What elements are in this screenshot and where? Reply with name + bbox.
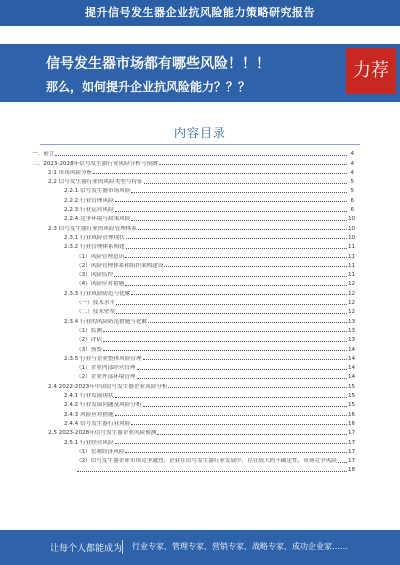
toc-entry-page: 11 (348, 262, 356, 269)
toc-entry-page: 11 (348, 244, 356, 251)
toc-entry-label: （2）评估 (76, 337, 102, 344)
recommend-badge: 力荐 (346, 48, 396, 94)
toc-entry-label: 2.3 信号发生器行业的风险管理体系 (48, 225, 137, 232)
toc-entry-page: 6 (350, 197, 354, 204)
toc-entry[interactable] (32, 380, 354, 389)
toc-leader-dots (144, 183, 347, 184)
toc-entry-page: 12 (348, 309, 356, 316)
toc-leader-dots (159, 164, 347, 165)
toc-leader-dots (103, 331, 347, 332)
toc-entry[interactable] (32, 194, 354, 203)
toc-leader-dots (137, 378, 348, 379)
toc-leader-dots (125, 257, 347, 258)
toc-entry-page: 4 (350, 169, 354, 176)
toc-entry[interactable] (32, 362, 354, 371)
toc-entry[interactable] (32, 222, 354, 231)
report-title: 提升信号发生器企业抗风险能力策略研究报告 (85, 6, 315, 19)
toc-entry-page: 10 (348, 234, 356, 241)
toc-leader-dots (131, 424, 347, 425)
toc-entry-label: 2.4 2022-2023年中国信号发生器企业风险分析 (48, 383, 168, 390)
toc-entry[interactable] (32, 157, 354, 166)
toc-entry-page: 16 (348, 411, 356, 418)
toc-entry-page: 16 (348, 420, 356, 427)
toc-entry-label: 2.2.2 行业管理风险 (64, 197, 114, 204)
toc-entry-page: 11 (348, 253, 356, 260)
toc-entry[interactable] (32, 418, 354, 427)
toc-entry-label: （4）风险应对措施 (76, 281, 125, 288)
toc-leader-dots (116, 313, 347, 314)
toc-entry-label: （1）宏观经济风险 (76, 448, 125, 455)
toc-entry-label: 2.3.3 行业风险防范与化解 (64, 290, 131, 297)
toc-entry-label: 2.5.1 行业经营风险 (64, 439, 114, 446)
toc-entry-label: （3）风险监控 (76, 272, 114, 279)
toc-leader-dots (115, 201, 347, 202)
toc-entry-label: 2.2.1 信号发生器市场风险 (64, 188, 131, 195)
footer-bar (0, 530, 400, 565)
footer-divider (122, 540, 123, 554)
toc-leader-dots (131, 192, 347, 193)
hero-subheadline: 那么，如何提升企业抗风险能力？？？ (46, 80, 251, 94)
table-of-contents (32, 148, 354, 473)
toc-entry-page: 17 (348, 430, 356, 437)
toc-leader-dots (338, 462, 347, 463)
toc-entry[interactable] (32, 250, 354, 259)
toc-entry[interactable] (32, 213, 354, 222)
toc-entry[interactable] (32, 334, 354, 343)
toc-title: 内容目录 (173, 126, 226, 140)
toc-entry[interactable] (32, 167, 354, 176)
toc-entry[interactable] (32, 325, 354, 334)
toc-entry[interactable] (32, 260, 354, 269)
toc-leader-dots (116, 304, 347, 305)
toc-leader-dots (143, 359, 347, 360)
toc-entry-label: 2.5 2023-2028年信号发生器企业风险预测 (48, 430, 157, 437)
toc-entry-label: 2.3.1 行业风险管理现状 (64, 234, 125, 241)
toc-entry-page: 15 (348, 383, 356, 390)
toc-entry[interactable] (32, 287, 354, 296)
toc-entry[interactable] (32, 455, 354, 464)
toc-entry[interactable] (32, 343, 354, 352)
toc-entry-label: 2.1 市场风险分析 (48, 169, 93, 176)
toc-leader-dots (138, 229, 347, 230)
toc-entry-page: 13 (348, 318, 356, 325)
toc-leader-dots (143, 406, 347, 407)
toc-entry-label: 二、2023-2028年信号发生器行业风险分析与预测 (32, 160, 158, 167)
toc-entry-label: （1）监测 (76, 327, 102, 334)
toc-entry-page: 15 (348, 402, 356, 409)
toc-entry-page: 12 (348, 281, 356, 288)
toc-entry-page: 4 (350, 151, 354, 158)
toc-leader-dots (115, 443, 347, 444)
toc-entry[interactable] (32, 408, 354, 417)
toc-entry[interactable] (32, 315, 354, 324)
toc-leader-dots (137, 369, 348, 370)
toc-entry-page: 11 (348, 272, 356, 279)
toc-leader-dots (114, 276, 347, 277)
toc-entry[interactable] (32, 204, 354, 213)
hero-headline: 信号发生器市场都有哪些风险！！！ (46, 56, 270, 72)
toc-divider (40, 144, 360, 145)
toc-entry-page: 6 (350, 207, 354, 214)
toc-entry-page: 13 (348, 327, 356, 334)
toc-leader-dots (125, 285, 347, 286)
toc-entry-page: 14 (348, 346, 356, 353)
toc-leader-dots (115, 211, 347, 212)
report-title-bar (0, 0, 400, 26)
toc-leader-dots (126, 238, 347, 239)
toc-leader-dots (148, 322, 347, 323)
toc-entry-label: 2.2.4 竞争环境与政策风险 (64, 216, 131, 223)
toc-leader-dots (103, 341, 347, 342)
toc-entry-page: 5 (350, 179, 354, 186)
toc-entry-label: （2）信号发生器企业市场竞争激烈，企业在信号发生器行业发展中，存在较大的不确定性，市场竞争风险 (76, 458, 337, 465)
toc-entry-page: 10 (348, 216, 356, 223)
toc-entry-label: （2）企业外部环境管理 (76, 374, 136, 381)
toc-entry-label: （3）预警 (76, 346, 102, 353)
toc-entry-page: 17 (348, 448, 356, 455)
toc-entry[interactable] (32, 176, 354, 185)
toc-entry-label: （1）风险管理意识 (76, 253, 125, 260)
toc-entry[interactable] (32, 371, 354, 380)
toc-leader-dots (115, 397, 347, 398)
toc-entry[interactable] (32, 427, 354, 436)
toc-entry[interactable] (32, 148, 354, 157)
toc-leader-dots (168, 387, 347, 388)
toc-entry-label: 2.4.2 行业发展问题及风险分析 (64, 402, 142, 409)
toc-entry-page: 14 (348, 365, 356, 372)
toc-entry-page: 15 (348, 393, 356, 400)
toc-entry-label: 2.3.2 行业管理体系构建 (64, 244, 125, 251)
toc-leader-dots (55, 155, 347, 156)
toc-entry-label: 2.4.4 信号发生器行业风险 (64, 420, 131, 427)
toc-entry[interactable] (32, 241, 354, 250)
toc-entry[interactable] (32, 278, 354, 287)
toc-entry[interactable] (32, 297, 354, 306)
toc-leader-dots (77, 471, 347, 472)
toc-entry-page: 12 (348, 300, 356, 307)
toc-entry-page: 14 (348, 374, 356, 381)
footer-slogan: 让每个人都能成为 (50, 544, 123, 554)
toc-leader-dots (131, 220, 347, 221)
toc-entry[interactable] (32, 464, 354, 473)
toc-entry-label: 2.2 信号发生器行业的风险类型与特征 (48, 179, 143, 186)
toc-leader-dots (157, 434, 347, 435)
toc-entry[interactable] (32, 436, 354, 445)
toc-leader-dots (131, 294, 347, 295)
toc-entry-label: 2.4.1 行业发展现状 (64, 393, 114, 400)
toc-entry[interactable] (32, 353, 354, 362)
toc-entry[interactable] (32, 446, 354, 455)
toc-entry-label: 2.3.4 行业的风险防范措施与化解 (64, 318, 148, 325)
toc-leader-dots (126, 248, 347, 249)
toc-entry-page: 17 (348, 439, 356, 446)
footer-roles: 行业专家、管理专家、营销专家、战略专家、成功企业家…… (132, 542, 348, 551)
toc-entry[interactable] (32, 232, 354, 241)
toc-leader-dots (115, 415, 347, 416)
toc-entry[interactable] (32, 306, 354, 315)
toc-entry-label: 一、前言 (32, 151, 55, 158)
toc-entry-label: 2.3.5 行业与企业整体风险管理 (64, 355, 142, 362)
toc-entry-page: 4 (350, 160, 354, 167)
toc-entry[interactable] (32, 185, 354, 194)
toc-entry-page: 5 (350, 188, 354, 195)
toc-entry-label: （二）技术壁垒 (76, 309, 116, 316)
toc-entry-page: 12 (348, 290, 356, 297)
toc-entry-page: 18 (348, 467, 356, 474)
toc-entry-page: 10 (348, 225, 356, 232)
toc-leader-dots (125, 452, 347, 453)
toc-leader-dots (164, 266, 347, 267)
toc-entry-page: 17 (348, 458, 356, 465)
toc-entry-page: 13 (348, 337, 356, 344)
toc-entry-page: 14 (348, 355, 356, 362)
toc-entry-label: （2）风险管理体系和组织架构建设 (76, 262, 164, 269)
toc-entry[interactable] (32, 269, 354, 278)
toc-entry-label: 2.2.3 行业运营风险 (64, 207, 114, 214)
toc-leader-dots (103, 350, 347, 351)
toc-entry[interactable] (32, 399, 354, 408)
toc-entry-label: 2.4.3 风险应对措施 (64, 411, 114, 418)
toc-entry[interactable] (32, 390, 354, 399)
hero-banner (0, 44, 400, 102)
toc-entry-label: （1）企业内部经营管理 (76, 365, 136, 372)
toc-entry-label: （一）技术水平 (76, 300, 116, 307)
toc-leader-dots (93, 173, 347, 174)
